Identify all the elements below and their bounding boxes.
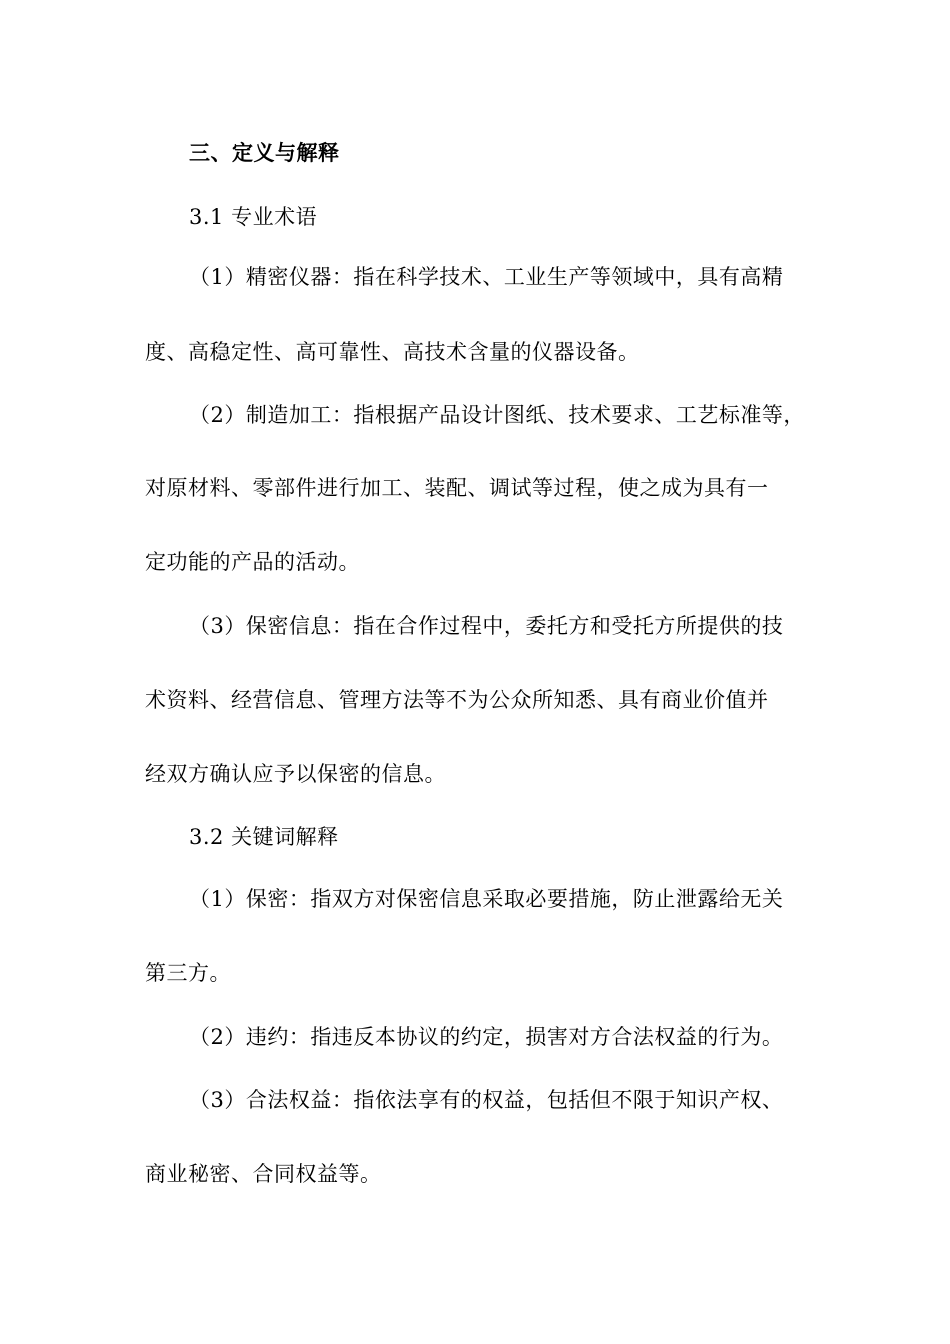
keyword-breach-line-1: （2）违约：指违反本协议的约定，损害对方合法权益的行为。	[189, 1025, 784, 1049]
term-manufacturing-line-2: 对原材料、零部件进行加工、装配、调试等过程，使之成为具有一	[145, 476, 769, 500]
term-confidential-info-line-3: 经双方确认应予以保密的信息。	[145, 762, 446, 786]
term-confidential-info-line-1: （3）保密信息：指在合作过程中，委托方和受托方所提供的技	[189, 614, 784, 638]
keyword-legal-rights-line-2: 商业秘密、合同权益等。	[145, 1162, 382, 1186]
term-manufacturing-line-3: 定功能的产品的活动。	[145, 550, 360, 574]
subsection-title-3-1: 3.1 专业术语	[189, 205, 318, 229]
keyword-confidentiality-line-1: （1）保密：指双方对保密信息采取必要措施，防止泄露给无关	[189, 887, 784, 911]
keyword-legal-rights-line-1: （3）合法权益：指依法享有的权益，包括但不限于知识产权、	[189, 1088, 784, 1112]
term-precision-instrument-line-1: （1）精密仪器：指在科学技术、工业生产等领域中，具有高精	[189, 265, 784, 289]
section-heading: 三、定义与解释	[189, 141, 340, 165]
term-manufacturing-line-1: （2）制造加工：指根据产品设计图纸、技术要求、工艺标准等，	[189, 403, 805, 427]
subsection-title-3-2: 3.2 关键词解释	[189, 825, 339, 849]
term-confidential-info-line-2: 术资料、经营信息、管理方法等不为公众所知悉、具有商业价值并	[145, 688, 769, 712]
term-precision-instrument-line-2: 度、高稳定性、高可靠性、高技术含量的仪器设备。	[145, 340, 640, 364]
keyword-confidentiality-line-2: 第三方。	[145, 961, 231, 985]
